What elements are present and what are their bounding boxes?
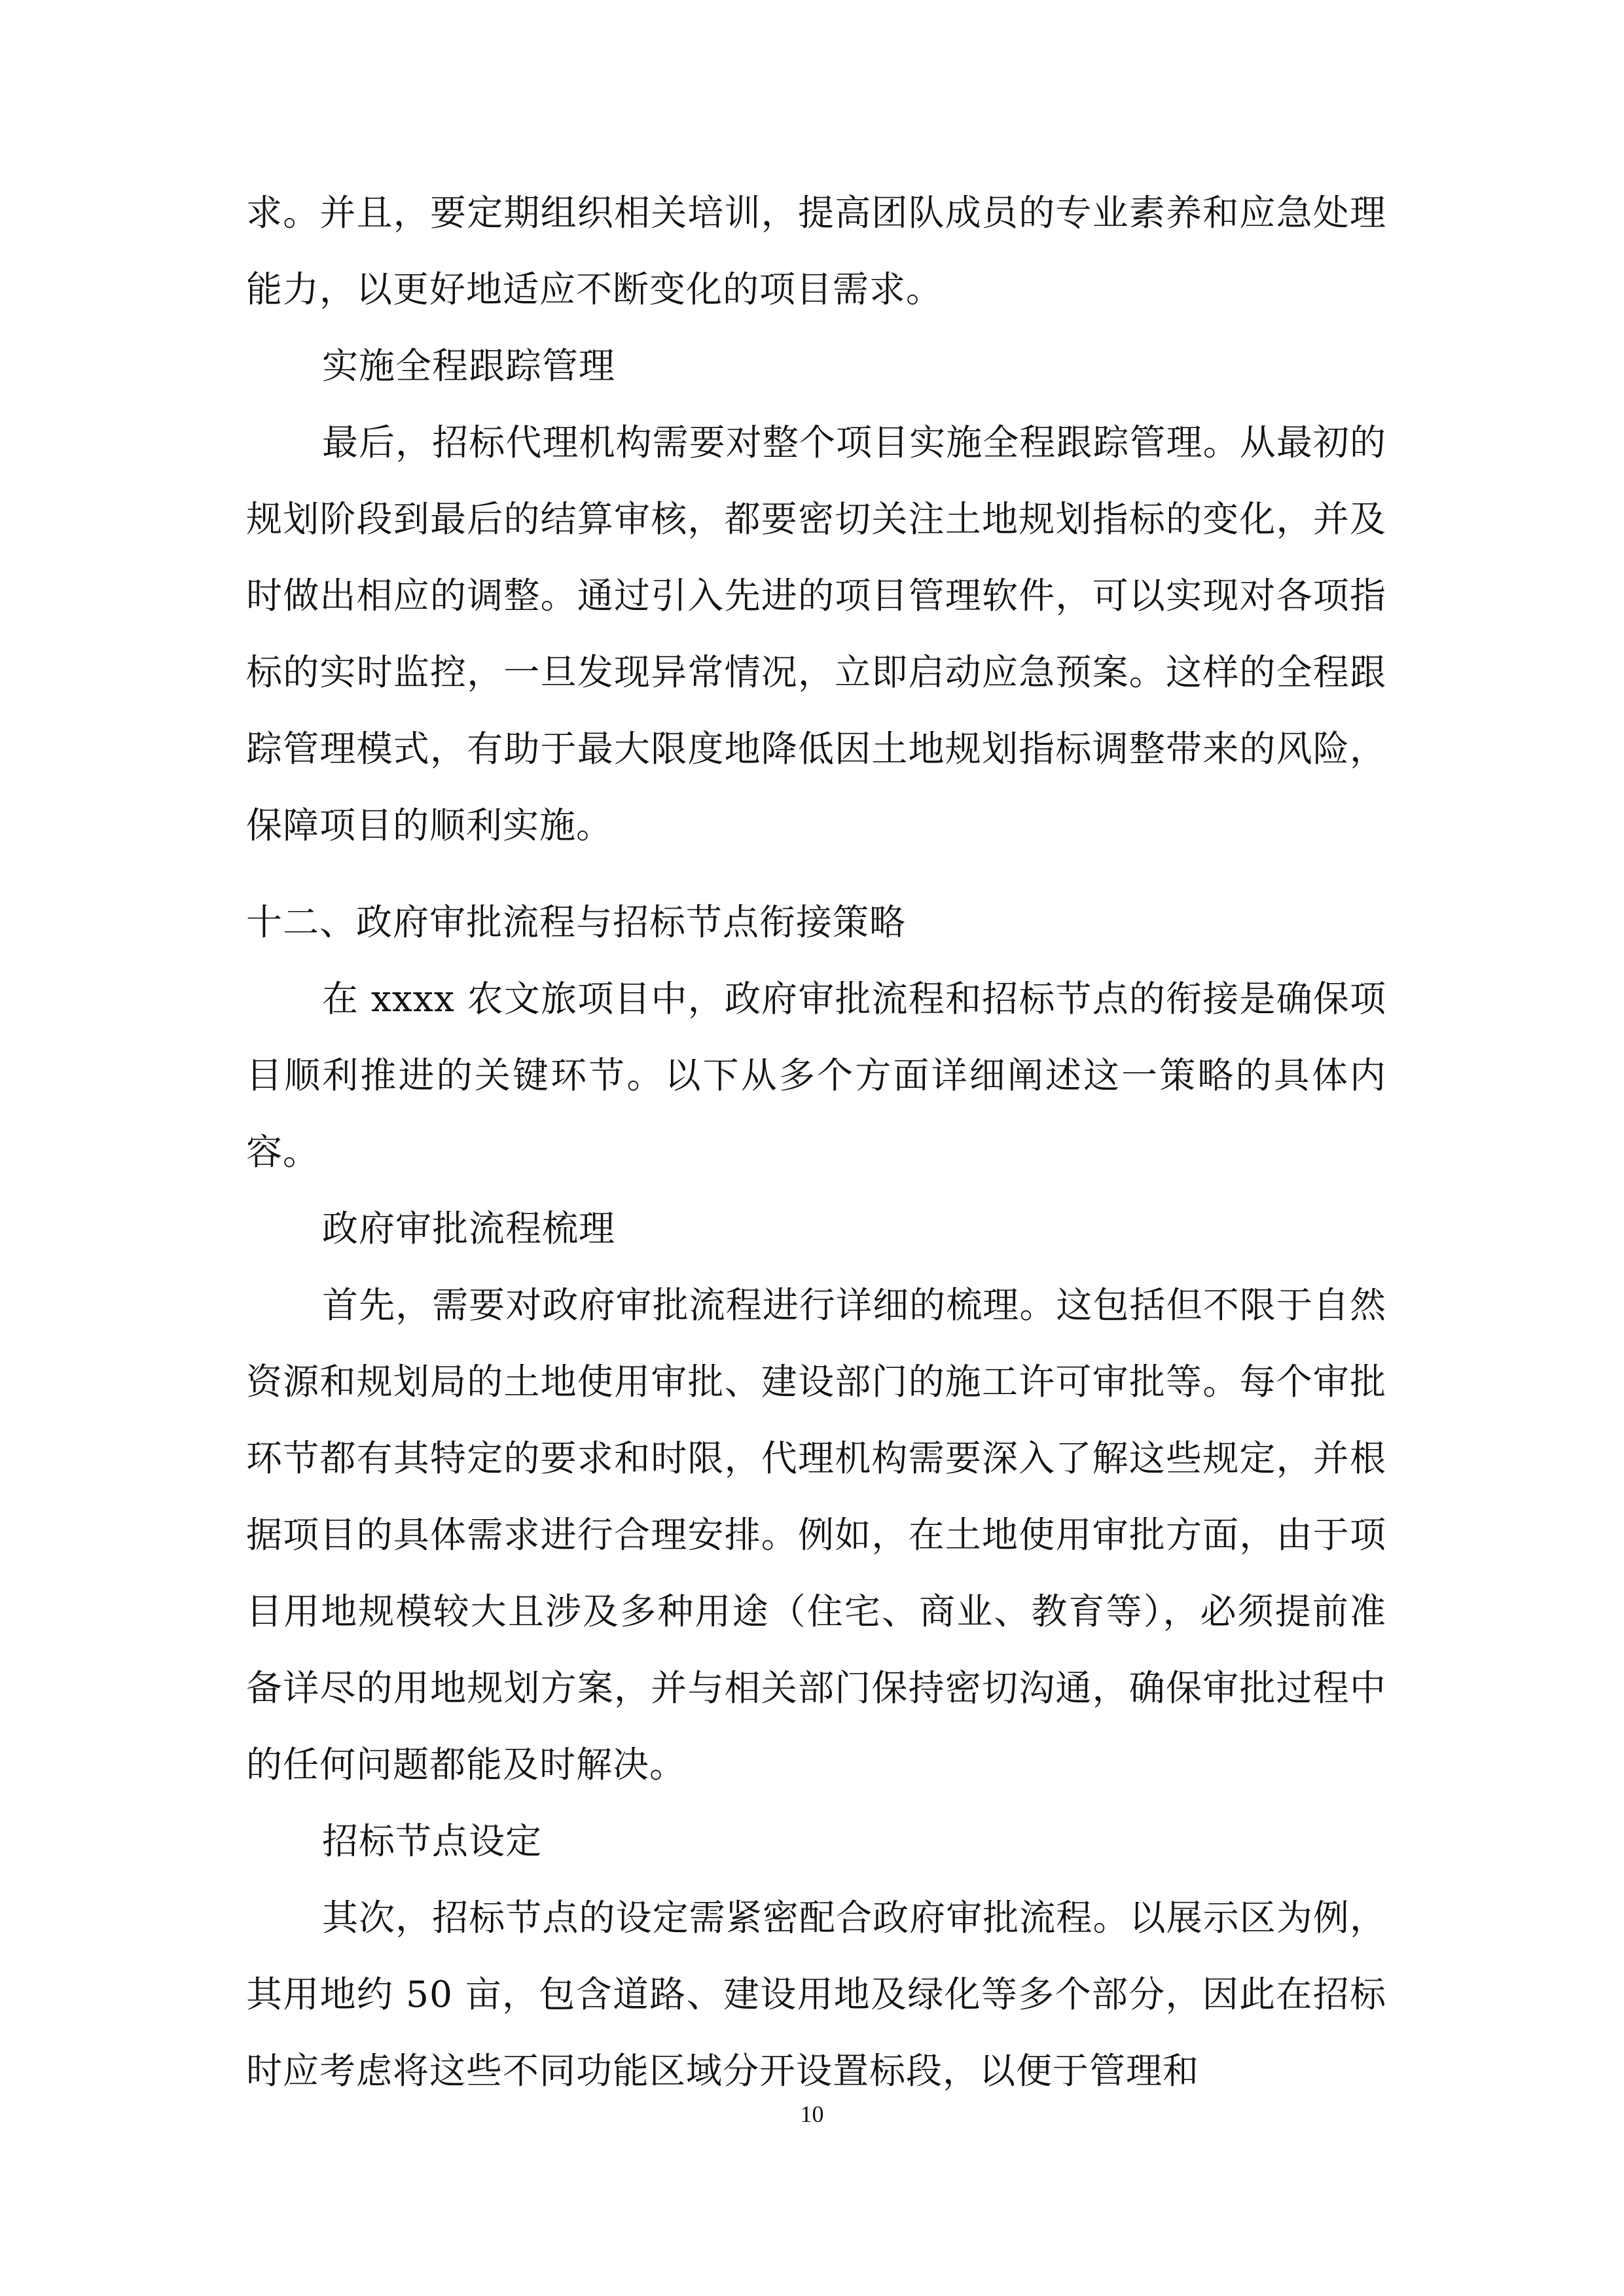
subheading-approval-process: 政府审批流程梳理 [322,1208,616,1249]
subheading-full-tracking: 实施全程跟踪管理 [322,345,616,387]
subheading-bid-nodes: 招标节点设定 [322,1820,543,1862]
paragraph-training: 求。并且，要定期组织相关培训，提高团队成员的专业素养和应急处理能力，以更好地适应不断变化的项目需求。 [246,192,1386,310]
paragraph-bid-nodes: 其次，招标节点的设定需紧密配合政府审批流程。以展示区为例，其用地约 50 亩，包含道路、建设用地及绿化等多个部分，因此在招标时应考虑将这些不同功能区域分开设置标段，以便于管理和 [246,1897,1386,2092]
section-heading-approval-strategy: 十二、政府审批流程与招标节点衔接策略 [246,901,907,943]
paragraph-approval-process: 首先，需要对政府审批流程进行详细的梳理。这包括但不限于自然资源和规划局的土地使用审批、建设部门的施工许可审批等。每个审批环节都有其特定的要求和时限，代理机构需要深入了解这些规定，并根据项目的具体需求进行合理安排。例如，在土地使用审批方面，由于项目用地规模较大且涉及多种用途（住宅、商业、教育等），必须提前准备详尽的用地规划方案，并与相关部门保持密切沟通，确保审批过程中的任何问题都能及时解决。 [246,1284,1386,1785]
paragraph-approval-intro: 在 xxxx 农文旅项目中，政府审批流程和招标节点的衔接是确保项目顺利推进的关键环节。以下从多个方面详细阐述这一策略的具体内容。 [246,978,1386,1173]
paragraph-full-tracking: 最后，招标代理机构需要对整个项目实施全程跟踪管理。从最初的规划阶段到最后的结算审核，都要密切关注土地规划指标的变化，并及时做出相应的调整。通过引入先进的项目管理软件，可以实现对各项指标的实时监控，一旦发现异常情况，立即启动应急预案。这样的全程跟踪管理模式，有助于最大限度地降低因土地规划指标调整带来的风险，保障项目的顺利实施。 [246,422,1386,846]
page-number: 10 [800,2101,824,2127]
